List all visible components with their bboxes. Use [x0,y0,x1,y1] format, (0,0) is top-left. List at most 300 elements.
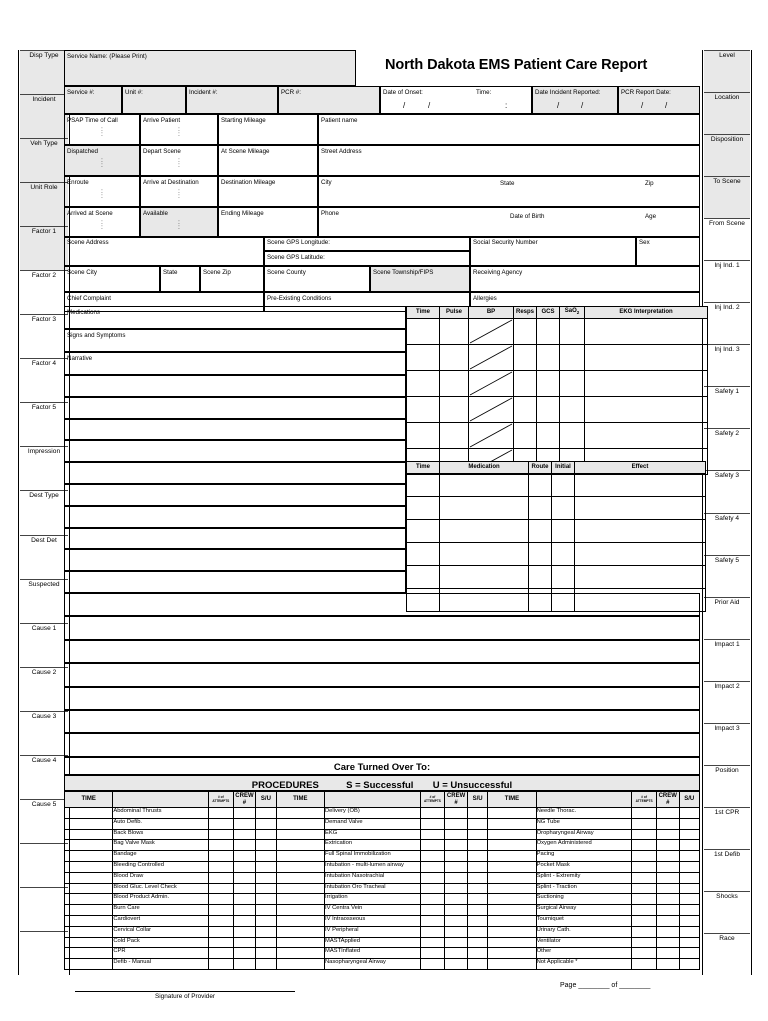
procedure-crew-oropharyngeal-airway[interactable] [656,829,679,840]
procedure-su-irrigation[interactable] [467,894,487,905]
vitals-cell-ekg-interpretation[interactable] [585,319,708,345]
time-field-arrive-at-destination[interactable] [140,176,218,207]
procedure-su-cold-pack[interactable] [256,937,276,948]
left-tab-cause-1[interactable] [20,623,69,667]
procedure-crew-cpr[interactable] [233,948,256,959]
unit-number-field[interactable] [122,86,186,114]
mileage-field-starting-mileage[interactable] [218,114,318,145]
medication-cell-initial[interactable] [552,520,575,543]
procedure-time-cardiovert[interactable] [65,915,113,926]
time-field-arrived-at-scene[interactable] [64,207,140,238]
procedure-crew-pacing[interactable] [656,851,679,862]
procedure-su-blood-draw[interactable] [256,872,276,883]
procedure-su-intubation-multi-lumen-airway[interactable] [467,861,487,872]
narrative-line[interactable] [64,506,406,528]
narrative-line[interactable] [64,462,406,484]
procedure-attempts-auto-defib[interactable] [208,818,233,829]
narrative-field[interactable] [64,352,406,375]
narrative-line-wide[interactable] [64,710,700,733]
procedure-attempts-iv-centra-vein[interactable] [420,905,445,916]
right-tab-prior-aid[interactable] [704,597,751,639]
narrative-line-wide[interactable] [64,733,700,756]
procedure-time-cervical-collar[interactable] [65,926,113,937]
procedure-su-iv-intraosseous[interactable] [467,915,487,926]
mileage-field-ending-mileage[interactable] [218,207,318,238]
procedure-su-demand-valve[interactable] [467,818,487,829]
left-tab-impression[interactable] [20,446,69,490]
right-tab-from-scene[interactable] [704,218,751,260]
procedure-time-bandage[interactable] [65,851,113,862]
procedure-crew-blood-gluc-level-check[interactable] [233,883,256,894]
procedure-su-ekg[interactable] [467,829,487,840]
procedure-time-bag-valve-mask[interactable] [65,840,113,851]
vitals-cell-resps[interactable] [514,423,537,449]
vitals-row[interactable] [407,397,708,423]
procedure-row[interactable] [65,818,700,829]
procedure-time-oropharyngeal-airway[interactable] [488,829,536,840]
medication-row[interactable] [407,543,706,566]
narrative-line[interactable] [64,440,406,462]
procedure-su-bleeding-controlled[interactable] [256,861,276,872]
left-tab-suspected[interactable] [20,579,69,623]
medication-cell-initial[interactable] [552,589,575,612]
procedure-time-iv-centra-vein[interactable] [276,905,324,916]
procedure-attempts-cold-pack[interactable] [208,937,233,948]
scene-state-field[interactable] [160,266,200,292]
vitals-cell-bp[interactable] [469,397,514,423]
left-tab-cause-5[interactable] [20,799,69,843]
procedure-attempts-nasopharyngeal-airway[interactable] [420,959,445,970]
mileage-field-at-scene-mileage[interactable] [218,145,318,176]
procedure-attempts-defib-manual[interactable] [208,959,233,970]
procedure-attempts-bandage[interactable] [208,851,233,862]
procedure-attempts-cpr[interactable] [208,948,233,959]
procedure-crew-oxygen-administered[interactable] [656,840,679,851]
procedure-su-mastinflated[interactable] [467,948,487,959]
procedure-row[interactable] [65,959,700,970]
vitals-row[interactable] [407,345,708,371]
procedure-attempts-splint-extremity[interactable] [632,872,657,883]
procedure-time-blood-gluc-level-check[interactable] [65,883,113,894]
procedure-crew-back-blows[interactable] [233,829,256,840]
procedure-attempts-blood-product-admin[interactable] [208,894,233,905]
medication-cell-route[interactable] [529,543,552,566]
patient-field-phone[interactable] [318,207,700,238]
mileage-field-destination-mileage[interactable] [218,176,318,207]
medication-row[interactable] [407,474,706,497]
medication-cell-medication[interactable] [440,589,529,612]
procedure-attempts-intubation-multi-lumen-airway[interactable] [420,861,445,872]
procedure-crew-burn-care[interactable] [233,905,256,916]
procedure-crew-extrication[interactable] [445,840,468,851]
pcr-report-date-field[interactable]: PCR Report Date: / / [618,86,700,114]
scene-gps-longitude-field[interactable] [264,236,470,251]
medication-cell-route[interactable] [529,497,552,520]
vitals-cell-ekg-interpretation[interactable] [585,345,708,371]
incident-number-field[interactable] [186,86,278,114]
procedure-attempts-suctioning[interactable] [632,894,657,905]
procedure-time-auto-defib[interactable] [65,818,113,829]
procedure-time-other[interactable] [488,948,536,959]
medication-row[interactable] [407,566,706,589]
left-tab-cause-2[interactable] [20,667,69,711]
procedure-time-full-spinal-immobilization[interactable] [276,851,324,862]
left-tab-blank-18[interactable] [20,843,69,887]
medication-cell-time[interactable] [407,589,440,612]
procedure-crew-bag-valve-mask[interactable] [233,840,256,851]
procedure-attempts-intubation-oro-tracheal[interactable] [420,883,445,894]
procedure-su-full-spinal-immobilization[interactable] [467,851,487,862]
procedure-attempts-needle-thorac[interactable] [632,808,657,819]
procedure-su-not-applicable[interactable] [679,959,699,970]
narrative-line[interactable] [64,375,406,397]
procedure-crew-splint-extremity[interactable] [656,872,679,883]
procedure-attempts-ng-tube[interactable] [632,818,657,829]
medication-cell-route[interactable] [529,589,552,612]
procedure-su-ventilator[interactable] [679,937,699,948]
procedure-time-splint-traction[interactable] [488,883,536,894]
vitals-cell-gcs[interactable] [537,345,560,371]
procedure-attempts-back-blows[interactable] [208,829,233,840]
procedure-crew-ventilator[interactable] [656,937,679,948]
vitals-cell-resps[interactable] [514,397,537,423]
procedure-su-iv-centra-vein[interactable] [467,905,487,916]
medication-row[interactable] [407,589,706,612]
procedure-crew-ng-tube[interactable] [656,818,679,829]
procedure-attempts-full-spinal-immobilization[interactable] [420,851,445,862]
procedure-crew-iv-centra-vein[interactable] [445,905,468,916]
vitals-cell-sao[interactable] [560,345,585,371]
medication-cell-effect[interactable] [575,566,706,589]
procedure-su-pocket-mask[interactable] [679,861,699,872]
right-tab-location[interactable] [704,92,751,134]
procedure-crew-bandage[interactable] [233,851,256,862]
narrative-line-wide[interactable] [64,640,700,663]
vitals-cell-gcs[interactable] [537,319,560,345]
left-tab-dest-type[interactable] [20,490,69,534]
service-number-field[interactable] [64,86,122,114]
vitals-cell-pulse[interactable] [440,319,469,345]
vitals-cell-time[interactable] [407,397,440,423]
left-tab-cause-4[interactable] [20,755,69,799]
procedure-attempts-mastinflated[interactable] [420,948,445,959]
procedure-time-iv-peripheral[interactable] [276,926,324,937]
procedure-time-irrigation[interactable] [276,894,324,905]
procedure-time-blood-product-admin[interactable] [65,894,113,905]
left-tab-factor-1[interactable] [20,226,69,270]
procedure-row[interactable] [65,840,700,851]
vitals-cell-pulse[interactable] [440,345,469,371]
right-tab-race[interactable] [704,933,751,975]
procedure-su-cpr[interactable] [256,948,276,959]
procedure-su-defib-manual[interactable] [256,959,276,970]
procedure-crew-cardiovert[interactable] [233,915,256,926]
procedure-su-tourniquet[interactable] [679,915,699,926]
medication-cell-effect[interactable] [575,589,706,612]
vitals-cell-pulse[interactable] [440,397,469,423]
procedure-attempts-bleeding-controlled[interactable] [208,861,233,872]
sex-field[interactable] [636,236,700,266]
signature-line[interactable] [75,991,295,992]
scene-city-field[interactable] [64,266,160,292]
medication-cell-initial[interactable] [552,474,575,497]
medication-cell-medication[interactable] [440,474,529,497]
procedure-su-urinary-cath[interactable] [679,926,699,937]
vitals-cell-bp[interactable] [469,371,514,397]
medication-cell-route[interactable] [529,520,552,543]
date-of-onset-field[interactable]: Date of Onset: Time: / / : [380,86,532,114]
procedure-attempts-abdominal-thrusts[interactable] [208,808,233,819]
procedure-time-splint-extremity[interactable] [488,872,536,883]
procedure-time-needle-thorac[interactable] [488,808,536,819]
procedure-time-back-blows[interactable] [65,829,113,840]
procedure-su-oropharyngeal-airway[interactable] [679,829,699,840]
procedure-su-ng-tube[interactable] [679,818,699,829]
right-tab-safety-1[interactable] [704,386,751,428]
of-blank[interactable]: ________ [619,982,651,989]
right-tab-1st-defib[interactable] [704,849,751,891]
procedure-attempts-mastapplied[interactable] [420,937,445,948]
procedure-crew-other[interactable] [656,948,679,959]
narrative-line[interactable] [64,484,406,506]
medication-cell-effect[interactable] [575,543,706,566]
medication-cell-route[interactable] [529,566,552,589]
vitals-cell-sao[interactable] [560,397,585,423]
procedure-crew-mastapplied[interactable] [445,937,468,948]
procedure-time-oxygen-administered[interactable] [488,840,536,851]
procedure-su-bag-valve-mask[interactable] [256,840,276,851]
procedure-crew-tourniquet[interactable] [656,915,679,926]
procedure-row[interactable] [65,883,700,894]
procedure-su-pacing[interactable] [679,851,699,862]
time-field-enroute[interactable] [64,176,140,207]
procedure-su-burn-care[interactable] [256,905,276,916]
left-tab-disp-type[interactable] [20,50,69,94]
medications-field[interactable] [64,306,406,329]
vitals-cell-time[interactable] [407,345,440,371]
vitals-cell-resps[interactable] [514,371,537,397]
medication-cell-effect[interactable] [575,520,706,543]
left-tab-veh-type[interactable] [20,138,69,182]
date-incident-reported-field[interactable]: Date Incident Reported: / / [532,86,618,114]
medication-cell-initial[interactable] [552,543,575,566]
narrative-line-wide[interactable] [64,663,700,686]
vitals-cell-sao[interactable] [560,371,585,397]
left-tab-factor-5[interactable] [20,402,69,446]
procedure-su-intubation-oro-tracheal[interactable] [467,883,487,894]
procedure-su-other[interactable] [679,948,699,959]
vitals-cell-bp[interactable] [469,345,514,371]
narrative-line[interactable] [64,571,406,593]
vitals-cell-ekg-interpretation[interactable] [585,423,708,449]
right-tab-impact-1[interactable] [704,639,751,681]
procedure-time-not-applicable[interactable] [488,959,536,970]
scene-address-field[interactable] [64,236,264,266]
right-tab-level[interactable] [704,50,751,92]
procedure-time-bleeding-controlled[interactable] [65,861,113,872]
procedure-time-blood-draw[interactable] [65,872,113,883]
procedure-su-iv-peripheral[interactable] [467,926,487,937]
scene-gps-latitude-field[interactable] [264,251,470,266]
procedure-row[interactable] [65,915,700,926]
procedure-attempts-surgical-airway[interactable] [632,905,657,916]
right-tab-shocks[interactable] [704,891,751,933]
vitals-cell-sao[interactable] [560,319,585,345]
procedure-attempts-pocket-mask[interactable] [632,861,657,872]
procedure-attempts-burn-care[interactable] [208,905,233,916]
medication-row[interactable] [407,497,706,520]
procedure-su-abdominal-thrusts[interactable] [256,808,276,819]
procedure-su-cervical-collar[interactable] [256,926,276,937]
procedure-su-splint-extremity[interactable] [679,872,699,883]
procedure-attempts-ekg[interactable] [420,829,445,840]
medication-cell-time[interactable] [407,520,440,543]
procedure-su-blood-product-admin[interactable] [256,894,276,905]
procedure-attempts-urinary-cath[interactable] [632,926,657,937]
left-tab-blank-20[interactable] [20,931,69,975]
procedure-su-oxygen-administered[interactable] [679,840,699,851]
time-field-psap-time-of-call[interactable] [64,114,140,145]
procedure-attempts-other[interactable] [632,948,657,959]
procedure-attempts-iv-peripheral[interactable] [420,926,445,937]
procedure-time-tourniquet[interactable] [488,915,536,926]
procedure-time-ventilator[interactable] [488,937,536,948]
procedure-time-surgical-airway[interactable] [488,905,536,916]
procedure-su-back-blows[interactable] [256,829,276,840]
procedure-su-surgical-airway[interactable] [679,905,699,916]
vitals-row[interactable] [407,371,708,397]
medication-cell-route[interactable] [529,474,552,497]
vitals-cell-resps[interactable] [514,345,537,371]
procedure-time-iv-intraosseous[interactable] [276,915,324,926]
procedure-attempts-demand-valve[interactable] [420,818,445,829]
procedure-crew-abdominal-thrusts[interactable] [233,808,256,819]
medication-cell-time[interactable] [407,474,440,497]
procedure-attempts-extrication[interactable] [420,840,445,851]
vitals-cell-time[interactable] [407,423,440,449]
procedure-crew-iv-peripheral[interactable] [445,926,468,937]
procedure-time-urinary-cath[interactable] [488,926,536,937]
procedure-attempts-cardiovert[interactable] [208,915,233,926]
procedure-su-mastapplied[interactable] [467,937,487,948]
procedure-time-intubation-oro-tracheal[interactable] [276,883,324,894]
narrative-line[interactable] [64,419,406,441]
procedure-attempts-splint-traction[interactable] [632,883,657,894]
procedure-row[interactable] [65,926,700,937]
care-turned-over-to-row[interactable] [64,757,700,775]
page-blank[interactable]: ________ [578,982,610,989]
procedure-su-suctioning[interactable] [679,894,699,905]
procedure-row[interactable] [65,808,700,819]
procedure-crew-blood-draw[interactable] [233,872,256,883]
procedure-crew-not-applicable[interactable] [656,959,679,970]
procedure-crew-cold-pack[interactable] [233,937,256,948]
medication-cell-medication[interactable] [440,566,529,589]
vitals-cell-bp[interactable] [469,423,514,449]
scene-zip-field[interactable] [200,266,264,292]
procedure-crew-blood-product-admin[interactable] [233,894,256,905]
left-tab-dest-det[interactable] [20,535,69,579]
vitals-cell-time[interactable] [407,319,440,345]
right-tab-safety-3[interactable] [704,470,751,512]
procedure-attempts-blood-gluc-level-check[interactable] [208,883,233,894]
left-tab-unit-role[interactable] [20,182,69,226]
medication-cell-medication[interactable] [440,543,529,566]
procedure-su-delivery-ob[interactable] [467,808,487,819]
time-field-dispatched[interactable] [64,145,140,176]
procedure-attempts-ventilator[interactable] [632,937,657,948]
narrative-line-wide[interactable] [64,687,700,710]
medication-cell-time[interactable] [407,543,440,566]
vitals-row[interactable] [407,319,708,345]
medication-cell-initial[interactable] [552,566,575,589]
receiving-agency-field[interactable] [470,266,700,292]
procedure-attempts-irrigation[interactable] [420,894,445,905]
narrative-line-wide[interactable] [64,616,700,639]
procedure-attempts-oxygen-administered[interactable] [632,840,657,851]
pcr-number-field[interactable] [278,86,380,114]
procedure-su-blood-gluc-level-check[interactable] [256,883,276,894]
left-tab-cause-3[interactable] [20,711,69,755]
right-tab-inj-ind-2[interactable] [704,302,751,344]
narrative-line[interactable] [64,549,406,571]
service-name-field[interactable] [64,50,356,86]
scene-township-fips-field[interactable] [370,266,470,292]
procedure-time-burn-care[interactable] [65,905,113,916]
procedure-attempts-delivery-ob[interactable] [420,808,445,819]
medication-row[interactable] [407,520,706,543]
procedure-attempts-blood-draw[interactable] [208,872,233,883]
right-tab-impact-2[interactable] [704,681,751,723]
procedure-su-intubation-nasotrachial[interactable] [467,872,487,883]
procedure-su-cardiovert[interactable] [256,915,276,926]
procedure-time-pocket-mask[interactable] [488,861,536,872]
procedure-crew-nasopharyngeal-airway[interactable] [445,959,468,970]
time-field-arrive-patient[interactable] [140,114,218,145]
procedure-crew-intubation-oro-tracheal[interactable] [445,883,468,894]
patient-field-patient-name[interactable] [318,114,700,145]
procedure-row[interactable] [65,948,700,959]
procedure-time-ekg[interactable] [276,829,324,840]
signs-and-symptoms-field[interactable] [64,329,406,352]
procedure-time-pacing[interactable] [488,851,536,862]
procedure-time-ng-tube[interactable] [488,818,536,829]
procedure-time-defib-manual[interactable] [65,959,113,970]
medication-cell-effect[interactable] [575,474,706,497]
right-tab-safety-2[interactable] [704,428,751,470]
procedure-crew-surgical-airway[interactable] [656,905,679,916]
vitals-row[interactable] [407,423,708,449]
medication-cell-medication[interactable] [440,520,529,543]
left-tab-factor-3[interactable] [20,314,69,358]
vitals-cell-pulse[interactable] [440,423,469,449]
procedure-crew-delivery-ob[interactable] [445,808,468,819]
right-tab-disposition[interactable] [704,134,751,176]
procedure-time-mastinflated[interactable] [276,948,324,959]
procedure-crew-defib-manual[interactable] [233,959,256,970]
procedure-time-extrication[interactable] [276,840,324,851]
procedure-time-suctioning[interactable] [488,894,536,905]
medication-cell-initial[interactable] [552,497,575,520]
procedure-crew-cervical-collar[interactable] [233,926,256,937]
procedure-crew-ekg[interactable] [445,829,468,840]
procedure-crew-needle-thorac[interactable] [656,808,679,819]
procedure-time-delivery-ob[interactable] [276,808,324,819]
procedure-crew-irrigation[interactable] [445,894,468,905]
procedure-time-cpr[interactable] [65,948,113,959]
right-tab-to-scene[interactable] [704,176,751,218]
procedure-time-demand-valve[interactable] [276,818,324,829]
